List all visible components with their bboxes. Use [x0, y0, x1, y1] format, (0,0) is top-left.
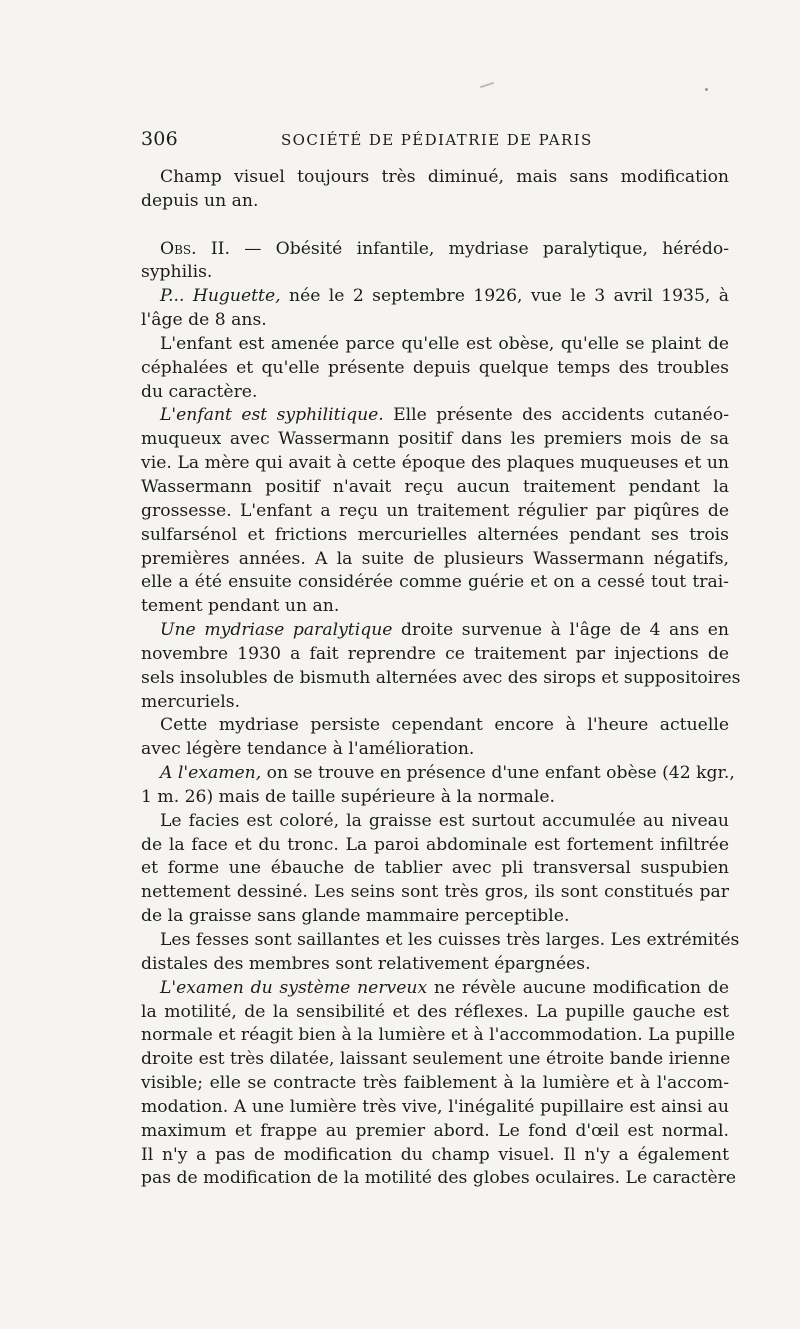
- italic-lead: A l'examen,: [160, 763, 262, 784]
- text-line: [141, 285, 729, 309]
- text-line: maximum et frappe au premier abord. Le fond d'œil est normal.: [141, 1120, 729, 1141]
- observation-heading: [141, 238, 729, 262]
- text-run: ne révèle aucune modification de: [427, 977, 729, 998]
- text-line: [141, 619, 729, 643]
- text-line: normale et réagit bien à la lumière et à l'accommodation. La pupille: [141, 1025, 735, 1046]
- observation-title: — Obésité infantile, mydriase paralytique, hérédo-: [229, 238, 729, 259]
- text-run: née le 2 septembre 1926, vue le 3 avril 1935, à: [280, 286, 729, 307]
- text-line: syphilis.: [141, 262, 213, 283]
- italic-lead: L'enfant est syphilitique.: [160, 405, 384, 426]
- body-text: [141, 166, 741, 1191]
- text-line: distales des membres sont relativement épargnées.: [141, 953, 591, 974]
- text-line: du caractère.: [141, 381, 258, 402]
- text-line: modation. A une lumière très vive, l'inégalité pupillaire est ainsi au: [141, 1096, 729, 1117]
- text-line: elle a été ensuite considérée comme guérie et on a cessé tout trai-: [141, 572, 729, 593]
- text-line: sels insolubles de bismuth alternées avec des sirops et suppositoires: [141, 667, 741, 688]
- text-line: premières années. A la suite de plusieurs Wassermann négatifs,: [141, 548, 729, 569]
- text-line: 1 m. 26) mais de taille supérieure à la normale.: [141, 786, 556, 807]
- paper-speck: [705, 88, 708, 91]
- text-line: céphalées et qu'elle présente depuis quelque temps des troubles: [141, 357, 729, 378]
- text-run: on se trouve en présence d'une enfant obèse (42 kgr.,: [261, 763, 735, 784]
- observation-label: Obs. II.: [160, 238, 230, 259]
- text-line: Champ visuel toujours très diminué, mais sans modification: [160, 167, 729, 187]
- text-line: tement pendant un an.: [141, 596, 340, 617]
- text-line: novembre 1930 a fait reprendre ce traitement par injections de: [141, 643, 729, 664]
- text-line: de la face et du tronc. La paroi abdominale est fortement infiltrée: [141, 834, 729, 855]
- text-line: Le facies est coloré, la graisse est surtout accumulée au niveau: [160, 810, 729, 831]
- text-line: [141, 404, 729, 428]
- text-line: et forme une ébauche de tablier avec pli transversal suspubien: [141, 858, 729, 879]
- text-line: avec légère tendance à l'amélioration.: [141, 739, 475, 760]
- text-line: l'âge de 8 ans.: [141, 310, 267, 331]
- text-line: nettement dessiné. Les seins sont très gros, ils sont constitués par: [141, 882, 729, 903]
- text-line: [141, 762, 735, 786]
- page-number: 306: [141, 128, 178, 150]
- text-line: depuis un an.: [141, 190, 259, 211]
- text-line: Wassermann positif n'avait reçu aucun traitement pendant la: [141, 476, 729, 497]
- text-line: droite est très dilatée, laissant seulement une étroite bande irienne: [141, 1049, 731, 1070]
- paper-mark: [480, 82, 494, 88]
- text-line: de la graisse sans glande mammaire perceptible.: [141, 906, 570, 927]
- text-run: Elle présente des accidents cutanéo-: [383, 405, 729, 426]
- text-line: muqueux avec Wassermann positif dans les premiers mois de sa: [141, 429, 729, 450]
- text-line: la motilité, de la sensibilité et des réflexes. La pupille gauche est: [141, 1001, 729, 1022]
- text-line: vie. La mère qui avait à cette époque des plaques muqueuses et un: [141, 453, 729, 474]
- text-line: pas de modification de la motilité des globes oculaires. Le caractère: [141, 1168, 737, 1189]
- paragraph-gap: [141, 214, 729, 238]
- text-line: sulfarsénol et frictions mercurielles alternées pendant ses trois: [141, 524, 729, 545]
- italic-lead: Une mydriase paralytique: [160, 620, 393, 641]
- text-line: grossesse. L'enfant a reçu un traitement régulier par piqûres de: [141, 500, 729, 521]
- text-line: Les fesses sont saillantes et les cuisses très larges. Les extrémités: [160, 930, 740, 950]
- text-line: Il n'y a pas de modification du champ visuel. Il n'y a également: [141, 1144, 729, 1165]
- page-header: [141, 128, 728, 152]
- text-run: droite survenue à l'âge de 4 ans en: [392, 620, 730, 641]
- italic-lead: L'examen du système nerveux: [160, 977, 428, 998]
- running-head: SOCIÉTÉ DE PÉDIATRIE DE PARIS: [281, 131, 593, 149]
- patient-name: P... Huguette,: [160, 286, 281, 307]
- text-line: L'enfant est amenée parce qu'elle est obèse, qu'elle se plaint de: [160, 333, 729, 354]
- text-line: visible; elle se contracte très faiblement à la lumière et à l'accom-: [141, 1073, 729, 1094]
- text-line: mercuriels.: [141, 691, 241, 712]
- text-line: [141, 977, 729, 1001]
- text-line: Cette mydriase persiste cependant encore à l'heure actuelle: [160, 715, 729, 736]
